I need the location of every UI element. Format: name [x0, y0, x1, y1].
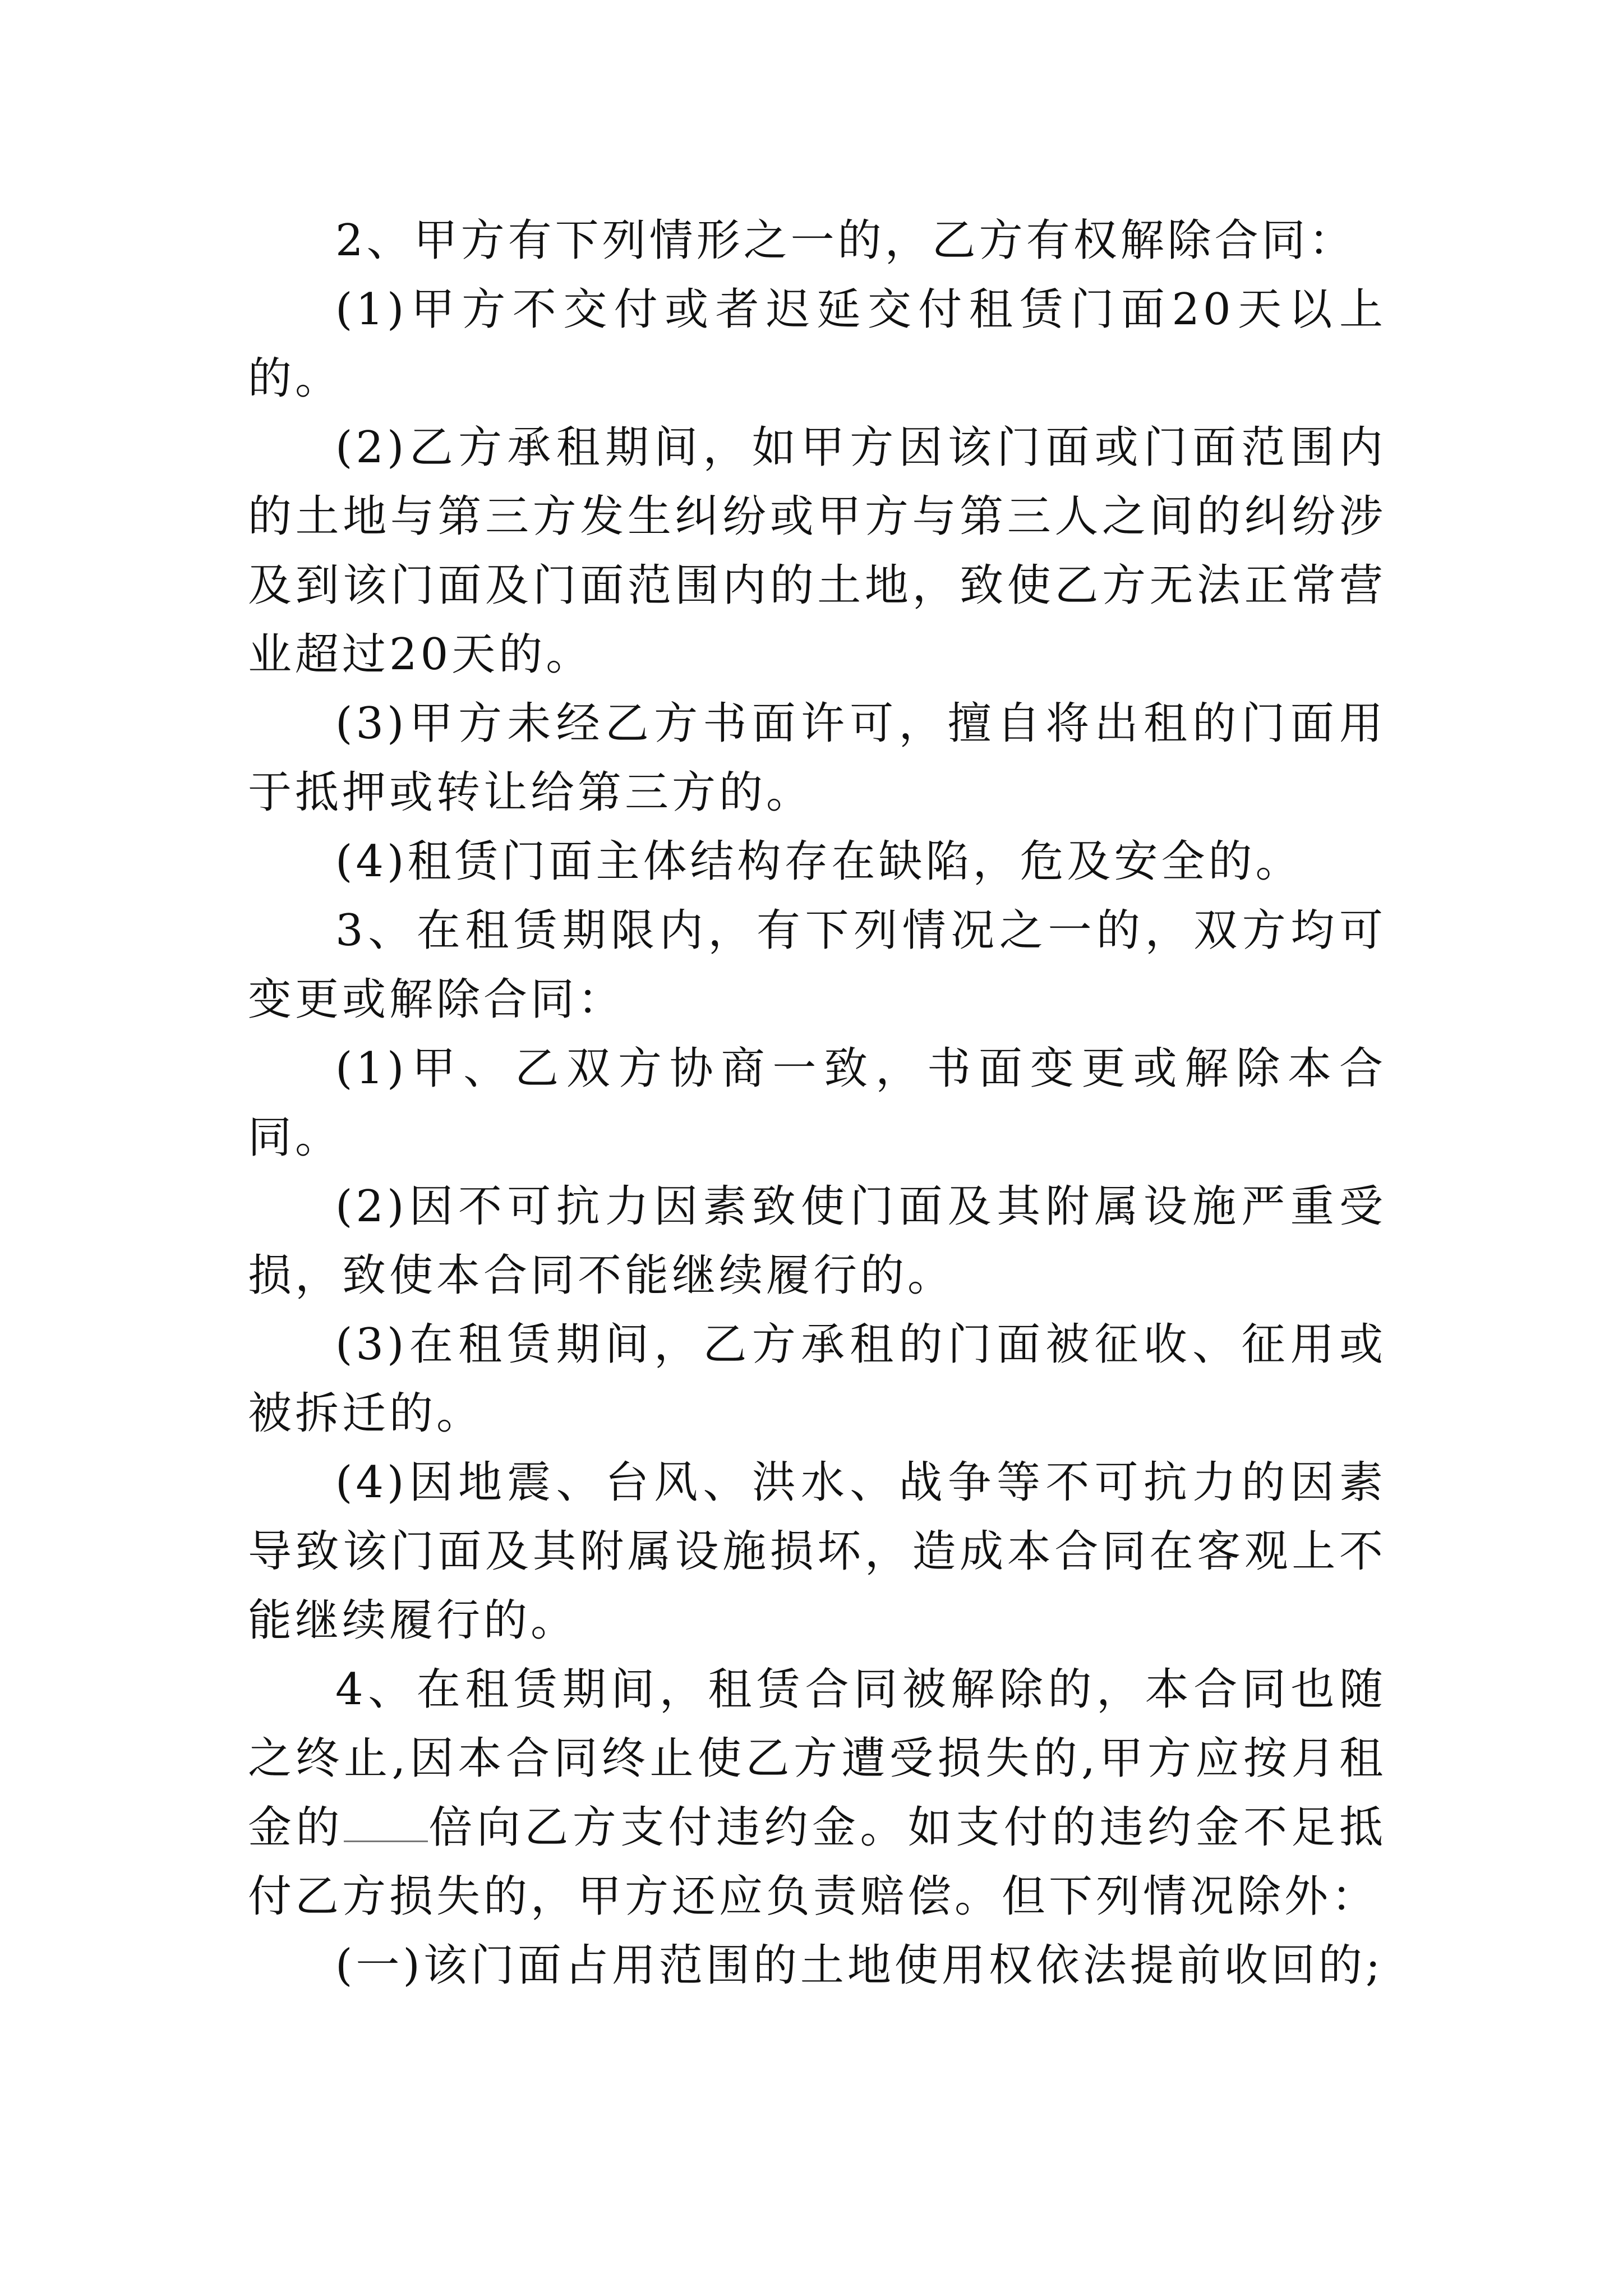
- clause-3-item-2: (2)因不可抗力因素致使门面及其附属设施严重受损，致使本合同不能继续履行的。: [248, 1181, 1386, 1301]
- clause-2-intro: 2、甲方有下列情形之一的，乙方有权解除合同：: [335, 215, 1356, 266]
- clause-2-item-4: (4)租赁门面主体结构存在缺陷，危及安全的。: [335, 836, 1303, 887]
- clause-4-text-before: 4、在租赁期间，租赁合同被解除的，本合同也随之终止,因本合同终止使乙方遭受损失的,甲方应按月租金的: [248, 1664, 1386, 1853]
- contract-body: [248, 206, 1386, 2000]
- clause-3-item-1: (1)甲、乙双方协商一致，书面变更或解除本合同。: [248, 1043, 1386, 1163]
- clause-2-item-3: (3)甲方未经乙方书面许可，擅自将出租的门面用于抵押或转让给第三方的。: [248, 698, 1386, 818]
- clause-4-text-after: 倍向乙方支付违约金。如支付的违约金不足抵付乙方损失的，甲方还应负责赔偿。但下列情况除外：: [248, 1802, 1386, 1922]
- clause-4: [248, 1655, 1386, 1931]
- clause-3-item-3: (3)在租赁期间，乙方承租的门面被征收、征用或被拆迁的。: [248, 1319, 1386, 1439]
- clause-2-item-1: (1)甲方不交付或者迟延交付租赁门面20天以上的。: [248, 284, 1386, 404]
- clause-3-item-4: (4)因地震、台风、洪水、战争等不可抗力的因素导致该门面及其附属设施损坏，造成本合同在客观上不能继续履行的。: [248, 1457, 1386, 1646]
- clause-4-exception-1: (一)该门面占用范围的土地使用权依法提前收回的;: [335, 1940, 1384, 1991]
- clause-3-intro: 3、在租赁期限内，有下列情况之一的，双方均可变更或解除合同：: [248, 905, 1386, 1025]
- multiplier-blank: [344, 1800, 428, 1842]
- clause-2-item-2: (2)乙方承租期间，如甲方因该门面或门面范围内的土地与第三方发生纠纷或甲方与第三人之间的纠纷涉及到该门面及门面范围内的土地，致使乙方无法正常营业超过20天的。: [248, 422, 1386, 680]
